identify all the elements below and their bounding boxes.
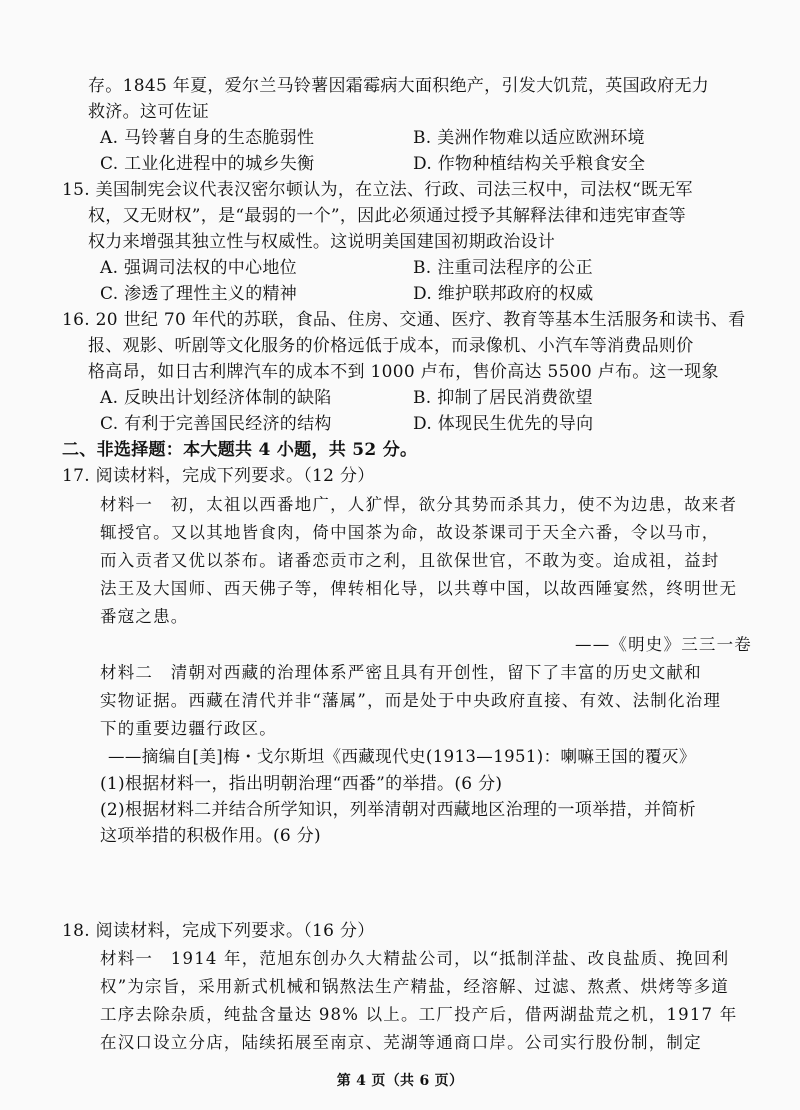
section-2-header: 二、非选择题：本大题共 4 小题，共 52 分。	[62, 440, 418, 460]
q14-option-d: D. 作物种植结构关乎粮食安全	[413, 154, 646, 174]
q18-material-1-line-3: 工序去除杂质，纯盐含量达 98% 以上。工厂投产后，借两湖盐荒之机，1917 年	[100, 1005, 738, 1024]
q17-title: 17. 阅读材料，完成下列要求。（12 分）	[62, 466, 375, 486]
q16-option-b: B. 抑制了居民消费欲望	[413, 388, 593, 408]
q16-option-c: C. 有利于完善国民经济的结构	[100, 414, 332, 434]
q17-material-1-line-5: 番寇之患。	[100, 607, 189, 626]
q14-stem-line-1: 存。1845 年夏，爱尔兰马铃薯因霜霉病大面积绝产，引发大饥荒，英国政府无力	[88, 76, 710, 96]
q15-stem-line-3: 权力来增强其独立性与权威性。这说明美国建国初期政治设计	[88, 232, 556, 252]
q17-requirement-1: (1)根据材料一，指出明朝治理“西番”的举措。(6 分)	[100, 774, 503, 794]
q17-material-2-source: ——摘编自[美]梅・戈尔斯坦《西藏现代史(1913—1951)：喇嘛王国的覆灭》	[108, 747, 696, 766]
q14-option-a: A. 马铃薯自身的生态脆弱性	[100, 128, 315, 148]
q18-material-1-line-1: 材料一 1914 年，范旭东创办久大精盐公司，以“抵制洋盐、改良盐质、挽回利	[100, 949, 730, 968]
q17-requirement-2-line-1: (2)根据材料二并结合所学知识，列举清朝对西藏地区治理的一项举措，并简析	[100, 800, 696, 820]
q14-option-b: B. 美洲作物难以适应欧洲环境	[413, 128, 645, 148]
q17-material-2-line-2: 实物证据。西藏在清代并非“藩属”，而是处于中央政府直接、有效、法制化治理	[100, 691, 722, 710]
q16-option-d: D. 体现民生优先的导向	[413, 414, 594, 434]
q17-material-1-line-2: 辄授官。又以其地皆食肉，倚中国茶为命，故设茶课司于天全六番，令以马市，	[100, 523, 720, 542]
q18-material-1-line-2: 权”为宗旨，采用新式机械和锅熬法生产精盐，经溶解、过滤、熬煮、烘烤等多道	[100, 977, 730, 996]
q15-option-d: D. 维护联邦政府的权威	[413, 284, 594, 304]
q17-material-1-line-1: 材料一 初，太祖以西番地广，人犷悍，欲分其势而杀其力，使不为边患，故来者	[100, 495, 738, 514]
q15-option-b: B. 注重司法程序的公正	[413, 258, 593, 278]
page-footer: 第 4 页（共 6 页）	[336, 1073, 464, 1089]
q15-stem-line-2: 权，又无财权”，是“最弱的一个”，因此必须通过授予其解释法律和违宪审查等	[88, 206, 686, 226]
q14-stem-line-2: 救济。这可佐证	[88, 102, 210, 122]
q16-stem-line-2: 报、观影、听剧等文化服务的价格远低于成本，而录像机、小汽车等消费品则价	[88, 336, 694, 356]
q17-material-2-line-3: 下的重要边疆行政区。	[100, 719, 277, 738]
q18-material-1-line-4: 在汉口设立分店，陆续拓展至南京、芜湖等通商口岸。公司实行股份制，制定	[100, 1033, 702, 1052]
q16-option-a: A. 反映出计划经济体制的缺陷	[100, 388, 332, 408]
q14-option-c: C. 工业化进程中的城乡失衡	[100, 154, 315, 174]
q17-requirement-2-line-2: 这项举措的积极作用。(6 分)	[100, 826, 321, 846]
q15-option-a: A. 强调司法权的中心地位	[100, 258, 297, 278]
q17-material-1-source: ——《明史》三三一卷	[575, 635, 752, 654]
q17-material-1-line-4: 法王及大国师、西天佛子等，俾转相化导，以共尊中国，以故西陲宴然，终明世无	[100, 579, 738, 598]
q15-option-c: C. 渗透了理性主义的精神	[100, 284, 298, 304]
q15-stem-line-1: 15. 美国制宪会议代表汉密尔顿认为，在立法、行政、司法三权中，司法权“既无军	[62, 180, 693, 200]
q17-material-2-line-1: 材料二 清朝对西藏的治理体系严密且具有开创性，留下了丰富的历史文献和	[100, 663, 702, 682]
q17-material-1-line-3: 而入贡者又优以茶布。诸番恋贡市之利，且欲保世官，不敢为变。迨成祖，益封	[100, 551, 720, 570]
q18-title: 18. 阅读材料，完成下列要求。（16 分）	[62, 921, 375, 941]
q16-stem-line-3: 格高昂，如日古利牌汽车的成本不到 1000 卢布，售价高达 5500 卢布。这一现象	[88, 362, 719, 382]
q16-stem-line-1: 16. 20 世纪 70 年代的苏联，食品、住房、交通、医疗、教育等基本生活服务和读书、看	[62, 310, 746, 330]
